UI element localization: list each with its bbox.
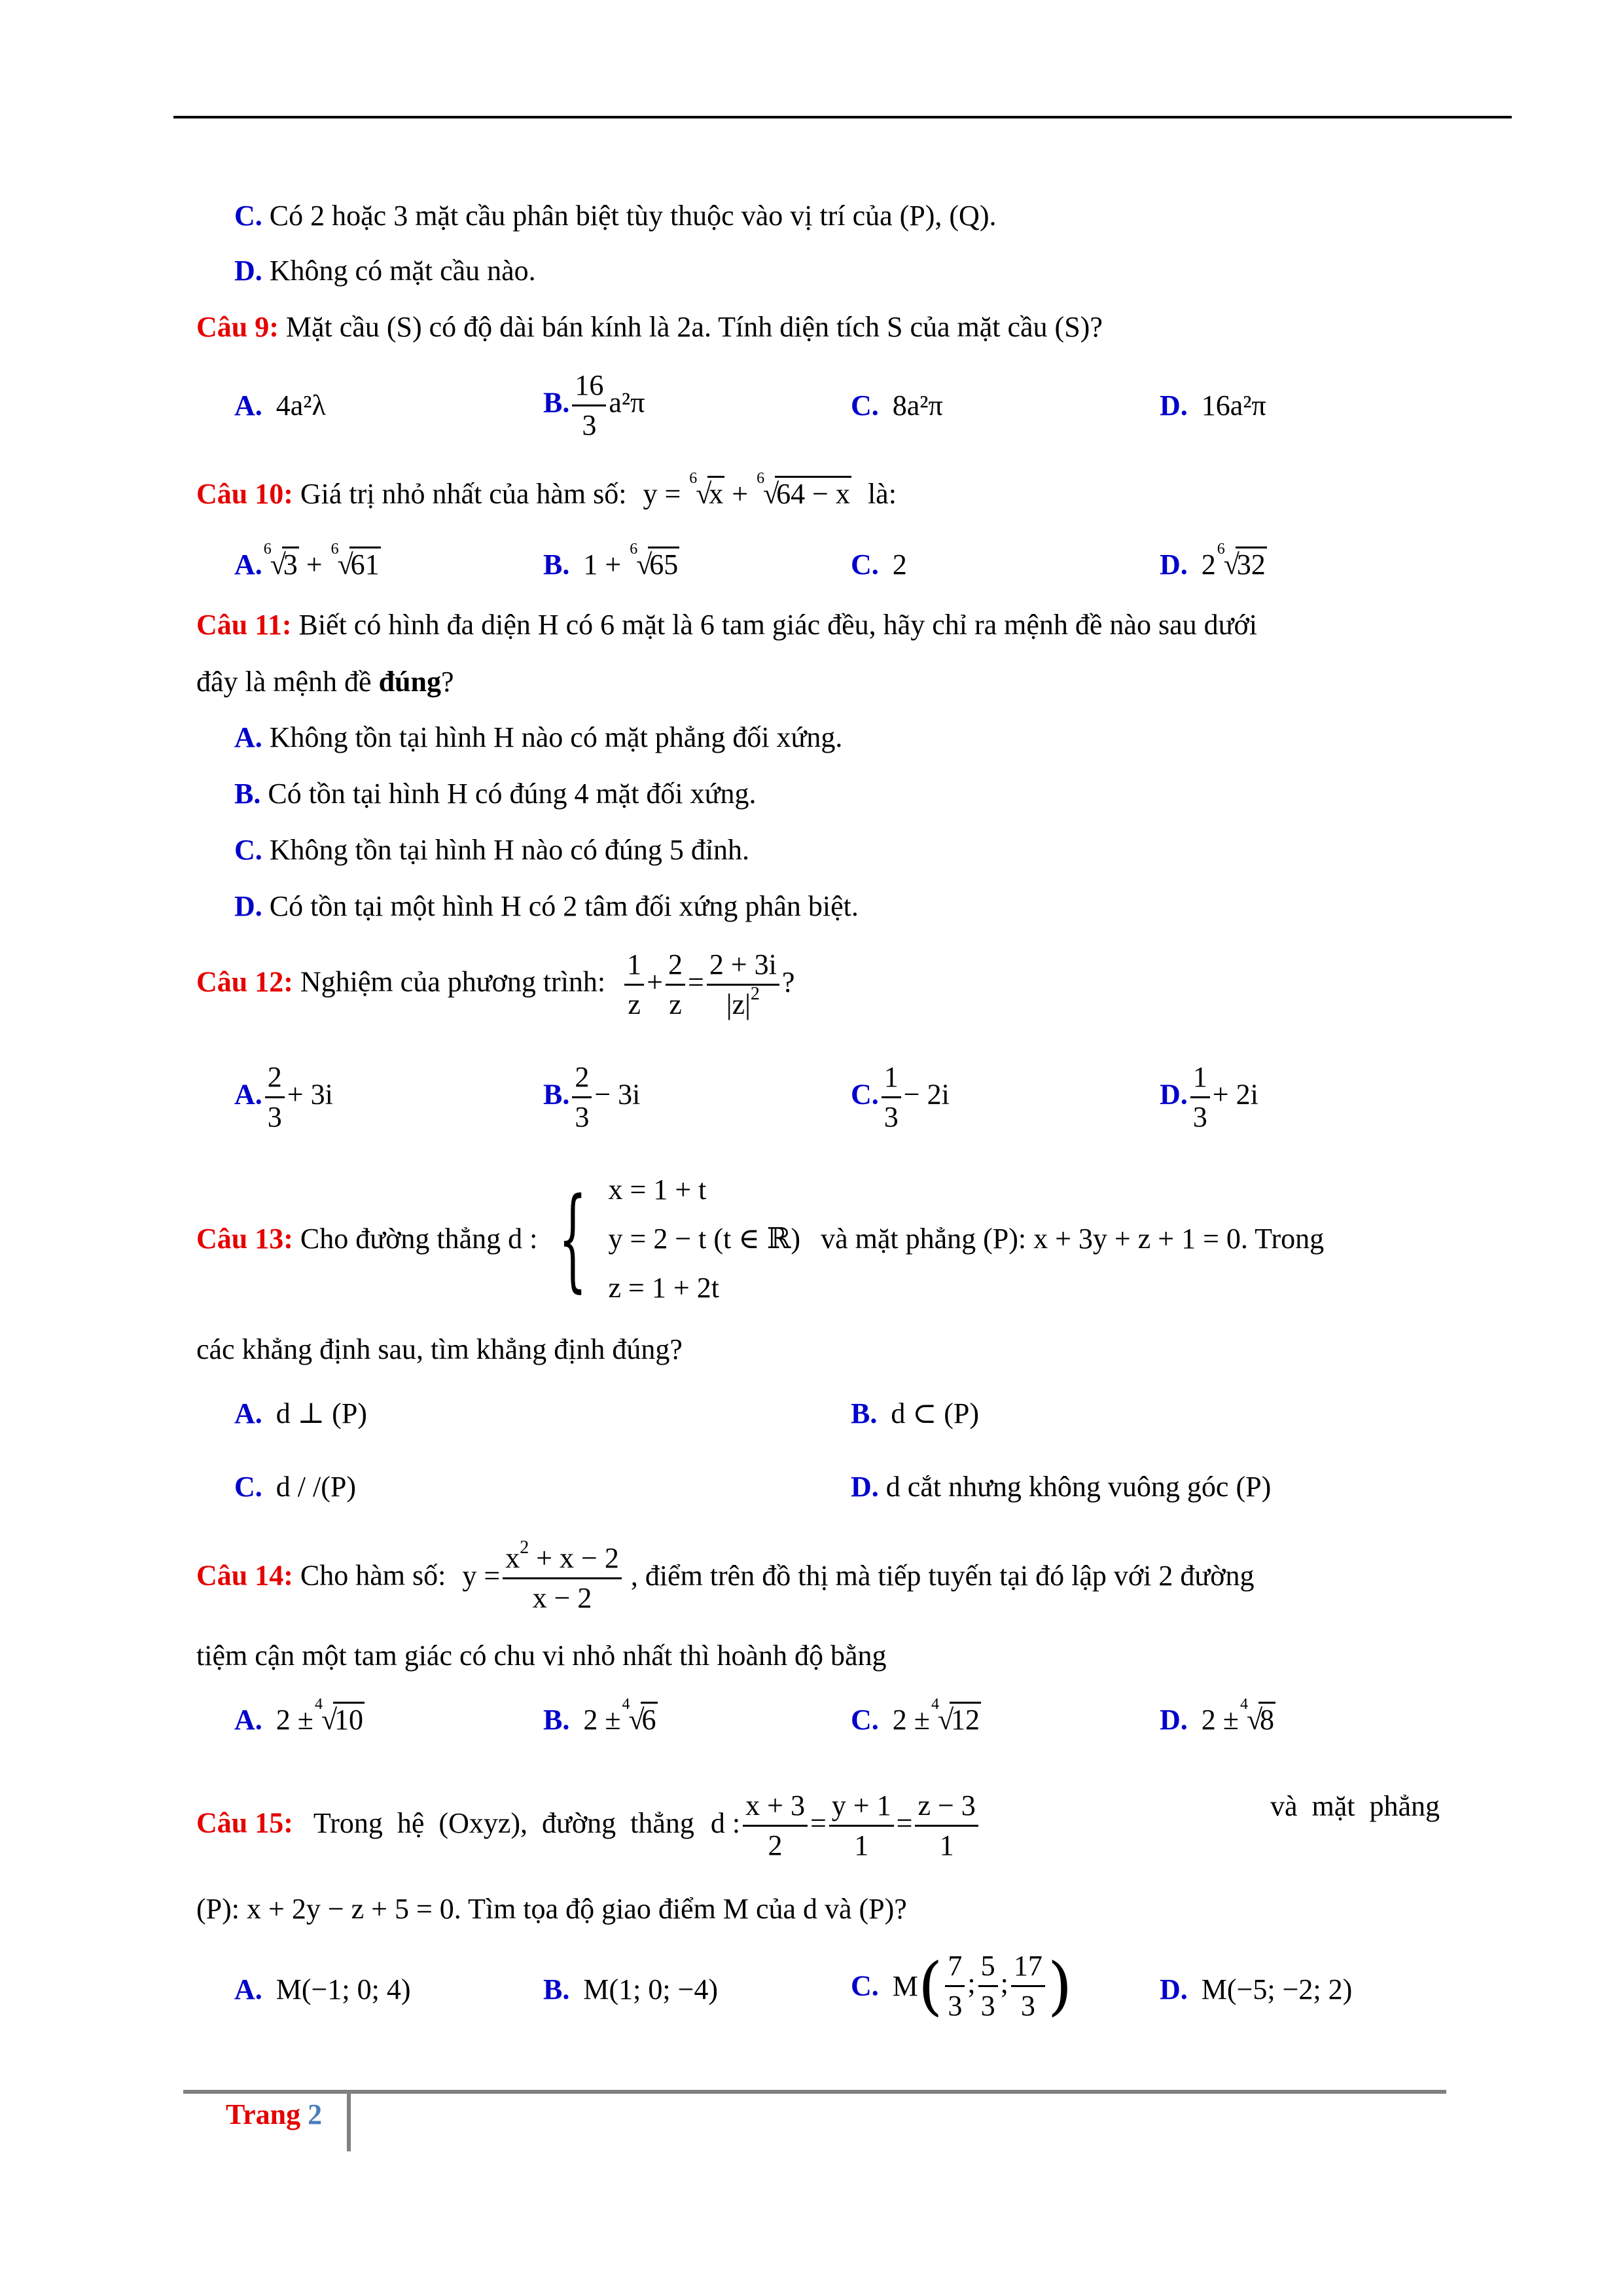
q9-option-a <box>234 386 326 425</box>
option-label: D. <box>1160 548 1188 581</box>
option-text: − 2i <box>903 1078 950 1111</box>
radicand: 12 <box>950 1702 981 1736</box>
question-text: ? <box>441 666 454 698</box>
option-text: d / /(P) <box>276 1471 357 1503</box>
emphasis: đúng <box>378 666 441 698</box>
plane-equation: (P): x + 3y + z + 1 = 0 <box>983 1223 1241 1255</box>
option-text: Có tồn tại hình H có đúng 4 mặt đối xứng. <box>268 778 757 810</box>
question-12 <box>196 946 794 1024</box>
question-text: . Tìm tọa độ giao điểm M của d và (P)? <box>454 1893 907 1925</box>
option-text: 4a²λ <box>276 389 326 422</box>
question-label: Câu 12: <box>196 965 293 998</box>
option-label: C. <box>234 834 262 866</box>
q13-option-b <box>851 1394 979 1433</box>
option-text: 2 ± <box>892 1704 930 1736</box>
question-text: , điểm trên đồ thị mà tiếp tuyến tại đó lập với 2 đường <box>630 1559 1255 1592</box>
question-text: là: <box>867 478 897 510</box>
question-label: Câu 14: <box>196 1559 293 1592</box>
option-label: C. <box>851 1078 879 1111</box>
option-label: D. <box>851 1471 879 1503</box>
option-text: d ⊥ (P) <box>276 1397 367 1429</box>
page-number: 2 <box>308 2098 323 2130</box>
numerator: 1 <box>1190 1058 1210 1098</box>
option-text: M(1; 0; −4) <box>583 1973 719 2005</box>
option-label: A. <box>234 1078 262 1111</box>
equation: $\frac{1}{z}$ + $\frac{2}{z}$ = $\frac{2 + 3i}{|z|^2}$ ? <box>622 966 794 998</box>
question-label: Câu 10: <box>196 478 293 510</box>
q10-option-d: D. 2 6 √ 32 <box>1160 541 1266 581</box>
option-label: C. <box>234 200 262 232</box>
question-text: và mặt phẳng <box>1270 1790 1440 1822</box>
root-expr: 6 √ 64 − x <box>757 470 850 510</box>
question-14 <box>196 1539 1255 1617</box>
question-text: tiệm cận một tam giác có chu vi nhỏ nhất thì hoành độ bằng <box>196 1640 887 1672</box>
option-text: M(−5; −2; 2) <box>1201 1973 1353 2005</box>
question-label: Câu 15: <box>196 1806 293 1839</box>
denominator: 3 <box>575 1101 590 1133</box>
numerator: 1 <box>882 1058 901 1098</box>
option-label: B. <box>234 778 261 810</box>
option-label: D. <box>1160 389 1188 422</box>
option-text: Không tồn tại hình H nào có đúng 5 đỉnh. <box>269 834 750 866</box>
system-row: y = 2 − t (t ∈ ℝ) <box>608 1223 801 1255</box>
fraction <box>572 367 606 444</box>
system-row: z = 1 + 2t <box>608 1272 719 1304</box>
option-text: 2 ± <box>583 1704 621 1736</box>
option-label: D. <box>234 890 262 922</box>
denominator: 3 <box>267 1101 282 1133</box>
q10-option-b: B. 1 + 6 √ 65 <box>543 541 679 581</box>
question-text: các khẳng định sau, tìm khẳng định đúng? <box>196 1333 683 1365</box>
q11-option-c <box>234 831 749 870</box>
question-text: Trong hệ (Oxyz), đường thẳng <box>313 1806 694 1839</box>
line-system <box>609 1165 801 1312</box>
option-label: C. <box>234 1471 262 1503</box>
q9-option-c <box>851 386 943 425</box>
q10-option-c <box>851 545 907 584</box>
numerator: 16 <box>572 367 606 406</box>
option-text: M(−1; 0; 4) <box>276 1973 411 2005</box>
radicand: 6 <box>641 1702 658 1736</box>
denominator: 3 <box>883 1101 899 1133</box>
question-15-cont <box>196 1890 907 1929</box>
q13-option-a <box>234 1394 367 1433</box>
q12-option-d <box>1160 1058 1258 1136</box>
q10-option-a: A. 6 √ 3 + 6 √ 61 <box>234 541 380 581</box>
option-text: a²π <box>609 386 645 419</box>
line-equation: d : $\frac{x + 3}{2}$ = $\frac{y + 1}{1}$ = $\frac{z - 3}{1}$ <box>711 1807 981 1839</box>
option-text: Không có mặt cầu nào. <box>269 255 536 287</box>
radicand: 8 <box>1258 1702 1275 1736</box>
numerator: 2 <box>265 1058 285 1098</box>
option-text: Không tồn tại hình H nào có mặt phẳng đối xứng. <box>269 721 843 753</box>
option-label: B. <box>543 1973 570 2005</box>
option-label: B. <box>543 1704 570 1736</box>
q15-option-c: C. M( $\frac{7}{3}$ ; $\frac{5}{3}$ ; $\frac{17}{3}$ ) <box>851 1947 1072 2025</box>
q11-option-a <box>234 718 842 757</box>
question-9 <box>196 308 1103 347</box>
footer-divider <box>347 2094 351 2151</box>
page-footer <box>226 2098 322 2131</box>
option-label: C. <box>851 548 879 581</box>
q15-option-d <box>1160 1970 1352 2009</box>
q9-option-b <box>543 367 645 444</box>
q9-option-d <box>1160 386 1266 425</box>
denominator: 3 <box>1192 1101 1207 1133</box>
q12-option-c <box>851 1058 950 1136</box>
system-brace: { <box>558 1174 588 1304</box>
question-text: Biết có hình đa diện H có 6 mặt là 6 tam giác đều, hãy chỉ ra mệnh đề nào sau dưới <box>298 609 1257 641</box>
option-c-prev <box>234 196 996 236</box>
page-label: Trang <box>226 2098 301 2130</box>
denominator: 3 <box>582 409 597 441</box>
question-10 <box>196 470 897 514</box>
question-text: Nghiệm của phương trình: <box>300 965 606 998</box>
question-15 <box>196 1787 1440 1865</box>
system-row: x = 1 + t <box>608 1174 707 1206</box>
option-label: D. <box>234 255 262 287</box>
option-d-prev <box>234 251 536 291</box>
option-label: C. <box>851 389 879 422</box>
q14-option-c: C. 2 ± 4 √ 12 <box>851 1696 980 1736</box>
option-label: B. <box>543 1078 570 1111</box>
option-text: d ⊂ (P) <box>891 1397 980 1429</box>
option-text: 2 ± <box>276 1704 313 1736</box>
question-text: đây là mệnh đề <box>196 666 379 698</box>
question-label: Câu 9: <box>196 311 279 343</box>
radicand: 10 <box>333 1702 365 1736</box>
function-expression: y = $\frac{x^2 + x - 2}{x - 2}$ <box>462 1560 624 1592</box>
function-expression: y = 6 √ x + 6 √ 64 − x <box>643 478 858 510</box>
question-text: và mặt phẳng <box>821 1223 976 1255</box>
question-label: Câu 11: <box>196 609 292 641</box>
option-text: + 3i <box>287 1078 333 1111</box>
q14-option-d: D. 2 ± 4 √ 8 <box>1160 1696 1274 1736</box>
option-label: A. <box>234 721 262 753</box>
option-label: D. <box>1160 1078 1188 1111</box>
question-13-cont <box>196 1330 683 1369</box>
q12-option-a <box>234 1058 333 1136</box>
option-text: d cắt nhưng không vuông góc (P) <box>885 1471 1272 1503</box>
option-text: 2 ± <box>1201 1704 1239 1736</box>
q11-option-b <box>234 774 757 814</box>
option-label: B. <box>851 1397 878 1429</box>
option-text: 16a²π <box>1201 389 1266 422</box>
footer-rule <box>183 2090 1446 2094</box>
option-label: A. <box>234 389 262 422</box>
option-text: Có 2 hoặc 3 mặt cầu phân biệt tùy thuộc vào vị trí của (P), (Q). <box>269 200 997 232</box>
option-label: C. <box>851 1969 879 2002</box>
q14-option-a: A. 2 ± 4 √ 10 <box>234 1696 363 1736</box>
question-14-cont <box>196 1636 887 1676</box>
option-label: D. <box>1160 1973 1188 2005</box>
q13-option-c <box>234 1467 356 1507</box>
header-rule <box>173 116 1512 118</box>
question-text: . Trong <box>1240 1223 1325 1255</box>
q11-option-d <box>234 887 859 926</box>
question-11-cont <box>196 662 454 702</box>
option-text: + 2i <box>1212 1078 1258 1111</box>
numerator: 2 <box>572 1058 592 1098</box>
q12-option-b <box>543 1058 640 1136</box>
option-text: Có tồn tại một hình H có 2 tâm đối xứng phân biệt. <box>269 890 859 922</box>
question-13: Câu 13: Cho đường thẳng d : { x = 1 + t y = 2 − t (t ∈ ℝ) z = 1 + 2t và mặt phẳng (P): x + 3y + z + 1 = 0. Trong <box>196 1165 1324 1312</box>
question-text: Cho đường thẳng <box>300 1223 501 1255</box>
option-label: B. <box>543 386 570 419</box>
q13-option-d <box>851 1467 1271 1507</box>
option-label: B. <box>543 548 570 581</box>
q15-option-a <box>234 1970 410 2009</box>
q15-option-b <box>543 1970 718 2009</box>
question-text: Cho hàm số: <box>300 1559 446 1592</box>
option-label: A. <box>234 548 262 581</box>
option-label: A. <box>234 1704 262 1736</box>
option-label: D. <box>1160 1704 1188 1736</box>
question-label: Câu 13: <box>196 1223 293 1255</box>
root-expr: 6 √ x <box>689 470 724 510</box>
option-text: 8a²π <box>892 389 943 422</box>
option-text: − 3i <box>594 1078 641 1111</box>
option-label: A. <box>234 1397 262 1429</box>
plane-equation: (P): x + 2y − z + 5 = 0 <box>196 1893 454 1925</box>
q14-option-b: B. 2 ± 4 √ 6 <box>543 1696 656 1736</box>
option-text: 2 <box>892 548 907 581</box>
option-label: A. <box>234 1973 262 2005</box>
question-text: Giá trị nhỏ nhất của hàm số: <box>300 478 627 510</box>
question-11 <box>196 605 1257 645</box>
option-label: C. <box>851 1704 879 1736</box>
question-text: Mặt cầu (S) có độ dài bán kính là 2a. Tính diện tích S của mặt cầu (S)? <box>285 311 1103 343</box>
